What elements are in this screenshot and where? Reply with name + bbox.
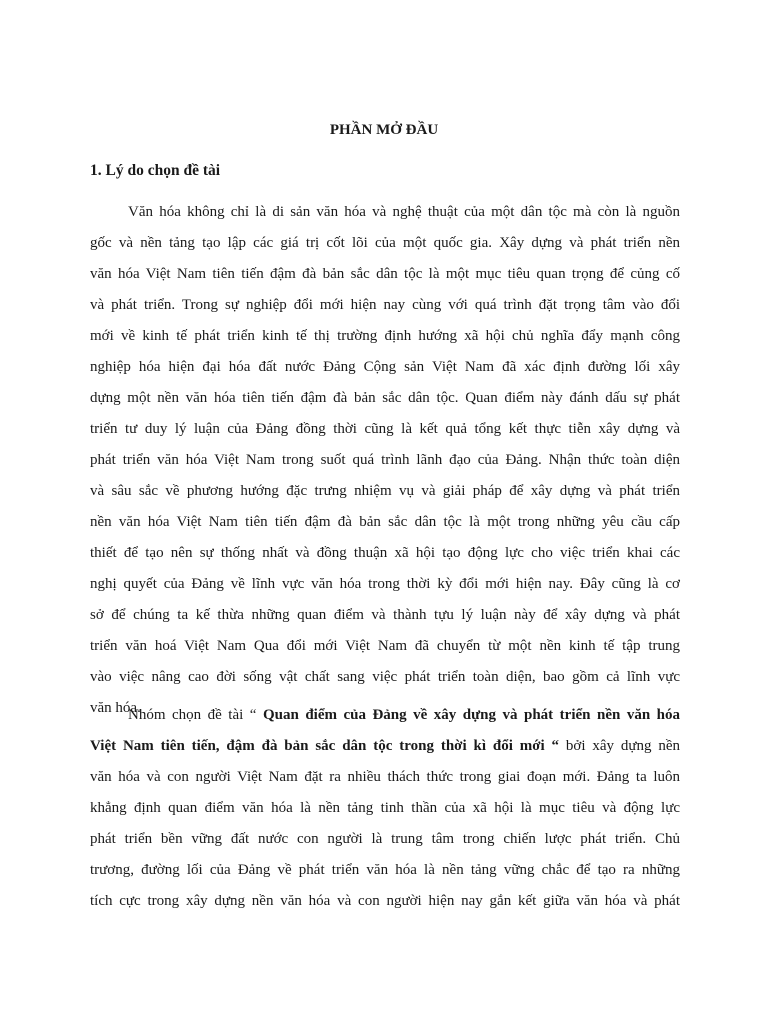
paragraph-line: phát triển bền vững đất nước con người là trung tâm trong chiến lược phát triển. Chủ (90, 831, 680, 847)
paragraph-1 (90, 197, 680, 724)
paragraph-line: thiết để tạo nên sự thống nhất và đồng thuận xã hội tạo động lực cho việc triển khai các (90, 545, 680, 561)
paragraph-line: sở để chúng ta kế thừa những quan điểm và thành tựu lý luận này để xây dựng và phát (90, 607, 680, 623)
paragraph-line: dựng một nền văn hóa tiên tiến đậm đà bản sắc dân tộc. Quan điểm này đánh dấu sự phát (90, 390, 680, 406)
document-title: PHẦN MỞ ĐẦU (329, 122, 439, 138)
section-heading: 1. Lý do chọn đề tài (90, 162, 221, 179)
paragraph-2 (90, 700, 680, 917)
paragraph-line: văn hóa Việt Nam tiên tiến đậm đà bản sắc dân tộc là một mục tiêu quan trọng để củng cố (90, 266, 680, 282)
paragraph-line: Văn hóa không chỉ là di sản văn hóa và nghệ thuật của một dân tộc mà còn là nguồn (128, 204, 680, 220)
paragraph-line (90, 700, 680, 731)
topic-title-bold: Việt Nam tiên tiến, đậm đà bản sắc dân tộc trong thời kì đổi mới “ (90, 738, 560, 754)
paragraph-line: nền văn hóa Việt Nam tiên tiến đậm đà bản sắc dân tộc là một trong những yêu cầu cấp (90, 514, 680, 530)
paragraph-line: phát triển văn hóa Việt Nam trong suốt quá trình lãnh đạo của Đảng. Nhận thức toàn diện (90, 452, 680, 468)
paragraph-line: triển tư duy lý luận của Đảng đồng thời cũng là kết quả tổng kết thực tiễn xây dựng và (90, 421, 680, 437)
paragraph-line (90, 731, 680, 762)
paragraph-line: nghị quyết của Đảng về lĩnh vực văn hóa trong thời kỳ đổi mới hiện nay. Đây cũng là cơ (90, 576, 680, 592)
paragraph-line: triển văn hoá Việt Nam Qua đổi mới Việt Nam đã chuyển từ một nền kinh tế tập trung (90, 638, 680, 654)
topic-title-bold: Quan điểm của Đảng về xây dựng và phát triển nền văn hóa (262, 707, 681, 723)
paragraph-line: văn hóa. (90, 700, 141, 716)
paragraph-line: mới về kinh tế phát triển kinh tế thị trường định hướng xã hội chủ nghĩa đẩy mạnh công (90, 328, 680, 344)
paragraph-line: khẳng định quan điểm văn hóa là nền tảng tinh thần của xã hội là mục tiêu và động lực (90, 800, 680, 816)
paragraph-text: bởi xây dựng nền (559, 738, 681, 754)
paragraph-line: và sâu sắc về phương hướng đặc trưng nhiệm vụ và giải pháp để xây dựng và phát triển (90, 483, 680, 499)
paragraph-line: văn hóa và con người Việt Nam đặt ra nhiều thách thức trong giai đoạn mới. Đảng ta luôn (90, 769, 680, 785)
paragraph-line: gốc và nền tảng tạo lập các giá trị cốt lõi của một quốc gia. Xây dựng và phát triển nền (90, 235, 680, 251)
paragraph-line: trương, đường lối của Đảng về phát triển văn hóa là nền tảng vững chắc để tạo ra những (90, 862, 680, 878)
paragraph-line: và phát triển. Trong sự nghiệp đổi mới hiện nay cùng với quá trình đặt trọng tâm vào đổi (90, 297, 680, 313)
paragraph-line: nghiệp hóa hiện đại hóa đất nước Đảng Cộng sản Việt Nam đã xác định đường lối xây (90, 359, 680, 375)
paragraph-text: Nhóm chọn đề tài “ (128, 707, 263, 723)
paragraph-line: tích cực trong xây dựng nền văn hóa và con người hiện nay gắn kết giữa văn hóa và phát (90, 893, 680, 909)
paragraph-line: vào việc nâng cao đời sống vật chất sang việc phát triển toàn diện, bao gồm cả lĩnh vực (90, 669, 680, 685)
